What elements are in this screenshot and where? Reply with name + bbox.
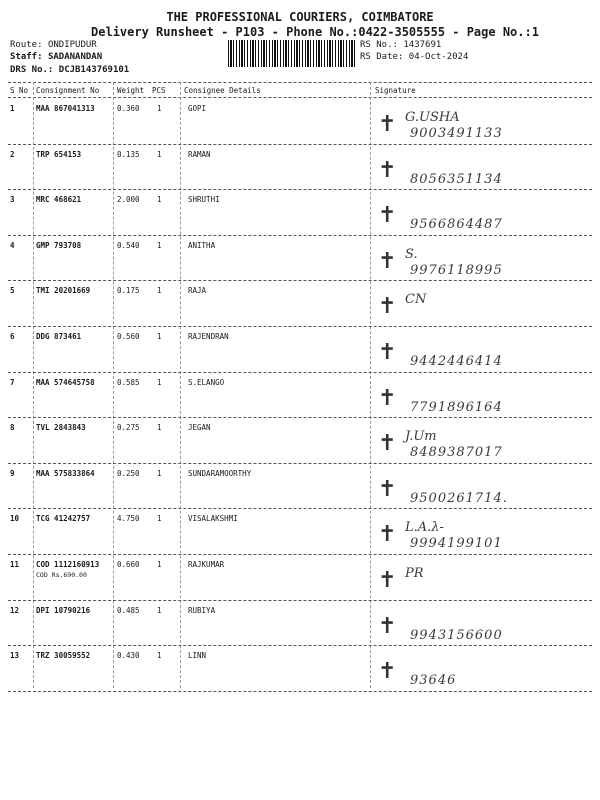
row-divider	[8, 508, 592, 509]
cell-consignment: TRP 654153	[36, 149, 82, 159]
cell-pcs: 1	[157, 104, 162, 113]
rs-no-label: RS No.:	[360, 40, 398, 50]
signature-phone: 9566864487	[410, 217, 503, 233]
cell-weight: 0.250	[117, 468, 140, 478]
cell-consignee: S.ELANGO	[188, 377, 225, 387]
row-divider	[8, 417, 592, 418]
row-divider	[8, 372, 592, 373]
cell-sno: 3	[10, 195, 15, 205]
cell-sno: 1	[10, 104, 15, 113]
runsheet-subtitle: Delivery Runsheet - P103 - Phone No.:0422-3505555 - Page No.:1	[91, 25, 539, 39]
column-divider	[33, 82, 34, 688]
cell-pcs: 1	[157, 332, 162, 341]
cell-pcs: 1	[157, 195, 162, 205]
col-header-consignment: Consignment No	[36, 86, 100, 95]
row-divider	[8, 189, 592, 190]
cell-consignee: RAJENDRAN	[188, 332, 229, 341]
cell-consignment: DPI 10790216	[36, 605, 91, 615]
signature-phone: 8489387017	[410, 445, 503, 461]
cell-consignee: VISALAKSHMI	[188, 514, 238, 524]
signature-mark-icon: ✝	[378, 203, 397, 229]
signature-phone: 7791896164	[410, 399, 503, 415]
signature-name: PR	[405, 566, 424, 581]
rs-date-line	[360, 52, 468, 62]
rs-no-value: 1437691	[403, 40, 442, 50]
cell-pcs: 1	[157, 149, 162, 159]
signature-phone: 9003491133	[410, 126, 503, 141]
drs-label: DRS No.:	[10, 65, 54, 75]
cell-weight: 0.660	[117, 560, 140, 569]
staff-line	[10, 52, 102, 62]
cell-weight: 4.750	[117, 514, 140, 524]
cell-sno: 12	[10, 605, 20, 615]
route-line	[10, 40, 97, 50]
route-label: Route:	[10, 40, 43, 50]
cod-amount-note: COD Rs.690.00	[36, 571, 87, 579]
cell-weight: 2.000	[117, 195, 140, 205]
column-divider	[113, 82, 114, 688]
signature-mark-icon: ✝	[378, 112, 397, 137]
signature-phone: 93646	[410, 673, 457, 689]
signature-mark-icon: ✝	[378, 522, 397, 548]
rs-date-label: RS Date:	[360, 52, 404, 62]
signature-mark-icon: ✝	[378, 613, 397, 639]
rs-date-value: 04-Oct-2024	[408, 52, 469, 62]
cell-consignee: RAMAN	[188, 149, 211, 159]
col-header-pcs: PCS	[152, 86, 166, 95]
col-header-signature: Signature	[375, 86, 416, 95]
drs-line	[10, 65, 129, 75]
col-header-sno: S No	[10, 86, 29, 95]
signature-mark-icon: ✝	[378, 294, 397, 320]
cell-weight: 0.360	[117, 104, 140, 113]
cell-consignee: ANITHA	[188, 240, 216, 250]
route-value: ONDIPUDUR	[47, 40, 97, 50]
cell-consignment: GMP 793708	[36, 240, 82, 250]
signature-mark-icon: ✝	[378, 385, 397, 411]
signature-mark-icon: ✝	[378, 568, 397, 593]
signature-mark-icon: ✝	[378, 659, 397, 685]
page-title: THE PROFESSIONAL COURIERS, COIMBATORE	[166, 10, 434, 24]
cell-consignee: RUBIYA	[188, 605, 216, 615]
signature-name: CN	[405, 292, 427, 308]
row-divider	[8, 691, 592, 692]
cell-sno: 10	[10, 514, 20, 524]
cell-weight: 0.560	[117, 332, 140, 341]
signature-name: L.A.λ-	[405, 520, 444, 536]
cell-consignment: MAA 574645758	[36, 377, 95, 387]
col-header-weight: Weight	[117, 86, 145, 95]
row-divider	[8, 463, 592, 464]
cell-sno: 11	[10, 560, 20, 569]
cell-pcs: 1	[157, 286, 162, 296]
cell-sno: 9	[10, 468, 15, 478]
column-divider	[370, 82, 371, 688]
cell-consignee: GOPI	[188, 104, 207, 113]
rs-no-line	[360, 40, 441, 50]
cell-consignee: SUNDARAMOORTHY	[188, 468, 252, 478]
cell-consignment: TMI 20201669	[36, 286, 91, 296]
row-divider	[8, 554, 592, 555]
barcode-image	[228, 40, 356, 67]
signature-mark-icon: ✝	[378, 340, 397, 365]
cell-weight: 0.540	[117, 240, 140, 250]
cell-weight: 0.135	[117, 149, 140, 159]
col-header-consignee: Consignee Details	[184, 86, 261, 95]
cell-pcs: 1	[157, 240, 162, 250]
cell-weight: 0.585	[117, 377, 140, 387]
signature-phone: 9994199101	[410, 536, 503, 552]
cell-weight: 0.430	[117, 651, 140, 661]
cell-pcs: 1	[157, 423, 162, 433]
cell-weight: 0.175	[117, 286, 140, 296]
cell-consignment: MAA 867041313	[36, 104, 95, 113]
cell-pcs: 1	[157, 651, 162, 661]
signature-name: G.USHA	[405, 110, 460, 125]
signature-mark-icon: ✝	[378, 431, 397, 457]
cell-consignment: TCG 41242757	[36, 514, 91, 524]
cell-consignee: RAJA	[188, 286, 207, 296]
cell-sno: 5	[10, 286, 15, 296]
drs-value: DCJB143769101	[58, 65, 130, 75]
cell-sno: 4	[10, 240, 15, 250]
row-divider	[8, 645, 592, 646]
row-divider	[8, 235, 592, 236]
signature-phone: 8056351134	[410, 171, 503, 187]
cell-consignee: RAJKUMAR	[188, 560, 225, 569]
cell-weight: 0.275	[117, 423, 140, 433]
cell-consignee: LINN	[188, 651, 207, 661]
cell-weight: 0.485	[117, 605, 140, 615]
staff-label: Staff:	[10, 52, 43, 62]
cell-consignment: TRZ 30059552	[36, 651, 91, 661]
cell-consignment: TVL 2843843	[36, 423, 86, 433]
cell-pcs: 1	[157, 605, 162, 615]
cell-consignment: DDG 873461	[36, 332, 82, 341]
cell-pcs: 1	[157, 514, 162, 524]
signature-name: S.	[405, 246, 418, 262]
cell-pcs: 1	[157, 560, 162, 569]
cell-sno: 2	[10, 149, 15, 159]
header-bottom-divider	[8, 97, 592, 98]
signature-mark-icon: ✝	[378, 157, 397, 183]
header-top-divider	[8, 82, 592, 83]
staff-value: SADANANDAN	[47, 52, 103, 62]
cell-consignment: MRC 468621	[36, 195, 82, 205]
signature-phone: 9943156600	[410, 627, 503, 643]
cell-pcs: 1	[157, 468, 162, 478]
cell-pcs: 1	[157, 377, 162, 387]
cell-consignment: COD 1112160913	[36, 560, 100, 569]
cell-sno: 8	[10, 423, 15, 433]
signature-mark-icon: ✝	[378, 248, 397, 274]
signature-phone: 9976118995	[410, 262, 503, 278]
cell-consignment: MAA 575833864	[36, 468, 95, 478]
signature-phone: 9500261714.	[410, 490, 508, 506]
row-divider	[8, 280, 592, 281]
signature-phone: 9442446414	[410, 354, 503, 369]
row-divider	[8, 326, 592, 327]
signature-name: J.Um	[405, 429, 437, 445]
cell-consignee: SHRUTHI	[188, 195, 220, 205]
column-divider	[180, 82, 181, 688]
row-divider	[8, 600, 592, 601]
cell-sno: 13	[10, 651, 20, 661]
row-divider	[8, 144, 592, 145]
cell-sno: 7	[10, 377, 15, 387]
signature-mark-icon: ✝	[378, 476, 397, 502]
cell-sno: 6	[10, 332, 15, 341]
cell-consignee: JEGAN	[188, 423, 211, 433]
